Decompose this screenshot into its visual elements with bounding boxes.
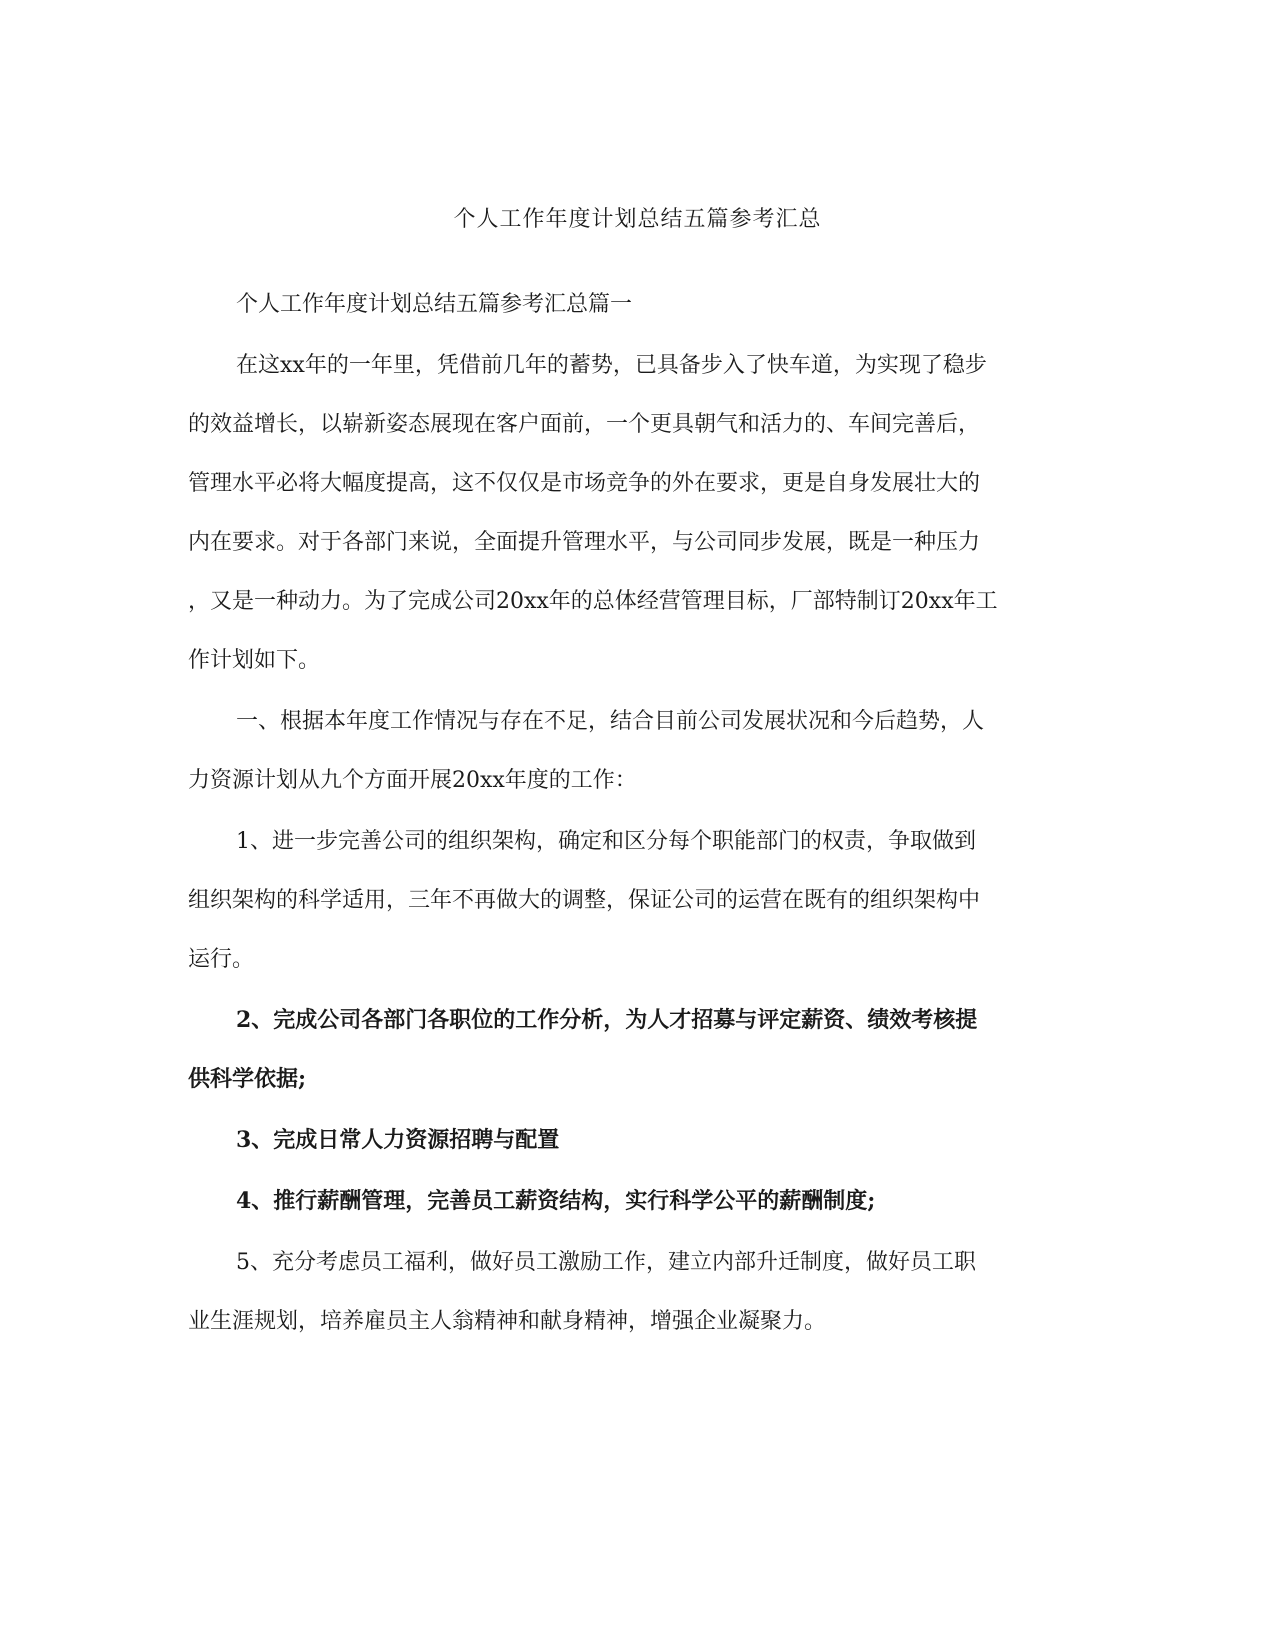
text-line: 个人工作年度计划总结五篇参考汇总篇一 [236, 292, 633, 317]
text-line: 内在要求。对于各部门来说，全面提升管理水平，与公司同步发展，既是一种压力 [188, 530, 981, 555]
text-line: 1、进一步完善公司的组织架构，确定和区分每个职能部门的权责，争取做到 [236, 829, 976, 854]
text-line: 在这xx年的一年里，凭借前几年的蓄势，已具备步入了快车道，为实现了稳步 [236, 353, 987, 378]
text-line: 4、推行薪酬管理，完善员工薪资结构，实行科学公平的薪酬制度; [236, 1188, 876, 1214]
text-line: ，又是一种动力。为了完成公司20xx年的总体经营管理目标，厂部特制订20xx年工 [188, 589, 998, 614]
text-line: 组织架构的科学适用，三年不再做大的调整，保证公司的运营在既有的组织架构中 [188, 888, 981, 913]
paragraph-item-3 [188, 1111, 1088, 1170]
text-line: 运行。 [188, 947, 255, 972]
text-line: 管理水平必将大幅度提高，这不仅仅是市场竞争的外在要求，更是自身发展壮大的 [188, 471, 981, 496]
text-line: 作计划如下。 [188, 648, 321, 673]
document-title: 个人工作年度计划总结五篇参考汇总 [453, 207, 822, 232]
text-line: 供科学依据; [188, 1066, 307, 1092]
paragraph-item-2 [188, 991, 1088, 1109]
text-line: 5、充分考虑员工福利，做好员工激励工作，建立内部升迁制度，做好员工职 [236, 1250, 976, 1275]
paragraph-heading-part1 [188, 275, 1088, 334]
text-line: 3、完成日常人力资源招聘与配置 [236, 1127, 560, 1153]
paragraph-item-1 [188, 812, 1088, 989]
document-body [188, 275, 1088, 1353]
text-line: 2、完成公司各部门各职位的工作分析，为人才招募与评定薪资、绩效考核提 [236, 1007, 978, 1033]
text-line: 业生涯规划，培养雇员主人翁精神和献身精神，增强企业凝聚力。 [188, 1309, 827, 1334]
paragraph-item-5 [188, 1233, 1088, 1351]
paragraph-item-4 [188, 1172, 1088, 1231]
paragraph-intro [188, 336, 1088, 690]
text-line: 力资源计划从九个方面开展20xx年度的工作： [188, 768, 637, 793]
text-line: 一、根据本年度工作情况与存在不足，结合目前公司发展状况和今后趋势，人 [236, 709, 985, 734]
paragraph-section-1 [188, 692, 1088, 810]
text-line: 的效益增长，以崭新姿态展现在客户面前，一个更具朝气和活力的、车间完善后， [188, 412, 981, 437]
